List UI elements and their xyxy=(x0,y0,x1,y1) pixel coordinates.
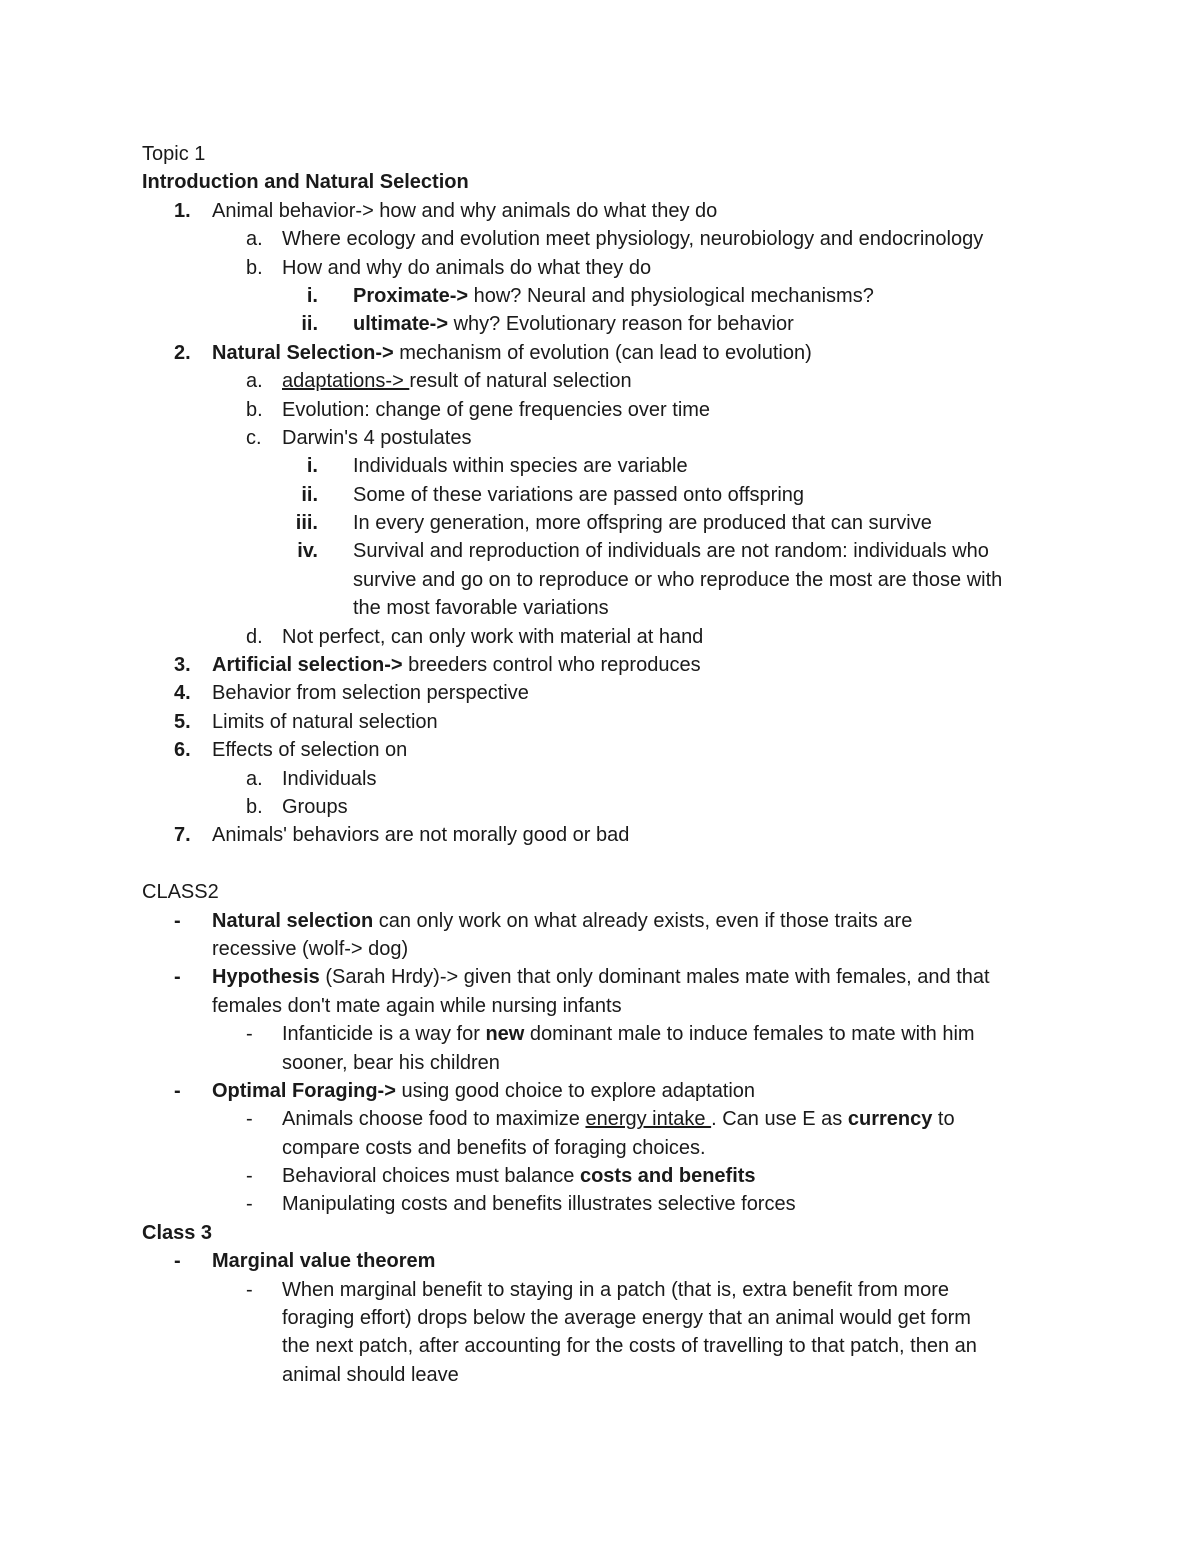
list-item xyxy=(142,679,1102,707)
list-item xyxy=(142,225,1102,253)
list-item xyxy=(142,736,1102,764)
list-letter: d. xyxy=(246,625,263,648)
bullet-item xyxy=(142,1190,1102,1218)
term: Proximate-> xyxy=(353,284,469,307)
list-text: why? Evolutionary reason for behavior xyxy=(448,313,794,336)
list-text: Animals' behaviors are not morally good or bad xyxy=(212,824,630,847)
list-text: Evolution: change of gene frequencies over time xyxy=(282,398,711,421)
list-number: 5. xyxy=(174,710,191,733)
list-item xyxy=(142,367,1102,395)
term: ultimate-> xyxy=(353,313,449,336)
list-text-continued: the most favorable variations xyxy=(353,597,609,620)
list-item xyxy=(142,623,1102,651)
list-letter: a. xyxy=(246,767,263,790)
dash-bullet: - xyxy=(246,1108,253,1131)
list-text-continued: survive and go on to reproduce or who reproduce the most are those with xyxy=(353,568,1003,591)
term: costs and benefits xyxy=(579,1165,756,1188)
list-roman: iv. xyxy=(297,540,318,563)
bullet-item xyxy=(142,1077,1102,1105)
list-text: how? Neural and physiological mechanisms? xyxy=(468,284,874,307)
list-number: 3. xyxy=(174,654,191,677)
blank-line xyxy=(142,850,1102,878)
term: Optimal Foraging-> xyxy=(212,1079,396,1102)
list-text: Some of these variations are passed onto offspring xyxy=(353,483,805,506)
bullet-text: (Sarah Hrdy)-> given that only dominant males mate with females, and that xyxy=(319,966,990,989)
list-number: 7. xyxy=(174,824,191,847)
underlined-term: adaptations-> xyxy=(282,370,410,393)
topic-label: Topic 1 xyxy=(142,143,206,165)
list-number: 6. xyxy=(174,739,191,762)
bullet-text-continued: females don't mate again while nursing infants xyxy=(212,994,622,1017)
bullet-item xyxy=(142,1162,1102,1190)
list-item xyxy=(142,396,1102,424)
term: Hypothesis xyxy=(212,966,320,989)
list-text: Limits of natural selection xyxy=(212,710,438,733)
list-text: Effects of selection on xyxy=(212,739,408,762)
bullet-item xyxy=(142,963,1102,991)
document-page xyxy=(142,140,1102,1389)
bullet-text: When marginal benefit to staying in a patch (that is, extra benefit from more xyxy=(282,1278,949,1301)
bullet-item xyxy=(142,907,1102,935)
list-text: Individuals xyxy=(282,767,377,790)
bullet-item xyxy=(142,1020,1102,1048)
list-letter: b. xyxy=(246,256,263,279)
list-text: Survival and reproduction of individuals are not random: individuals who xyxy=(353,540,989,563)
dash-bullet: - xyxy=(246,1193,253,1216)
list-text: Animal behavior-> how and why animals do what they do xyxy=(212,199,718,222)
list-item xyxy=(142,310,1102,338)
list-item xyxy=(142,481,1102,509)
bullet-item xyxy=(142,1276,1102,1304)
list-item xyxy=(142,282,1102,310)
dash-bullet: - xyxy=(246,1165,253,1188)
list-number: 1. xyxy=(174,199,191,222)
bullet-text-continued: foraging effort) drops below the average energy that an animal would get form xyxy=(282,1307,971,1330)
dash-bullet: - xyxy=(174,1250,181,1273)
list-item xyxy=(142,765,1102,793)
list-text: In every generation, more offspring are produced that can survive xyxy=(353,512,932,535)
list-text: result of natural selection xyxy=(409,370,632,393)
term: new xyxy=(485,1023,525,1046)
list-text: mechanism of evolution (can lead to evolution) xyxy=(393,341,812,364)
list-item xyxy=(142,254,1102,282)
dash-bullet: - xyxy=(174,909,181,932)
bullet-text-continued: compare costs and benefits of foraging choices. xyxy=(282,1136,706,1159)
list-item xyxy=(142,339,1102,367)
list-letter: a. xyxy=(246,370,263,393)
bullet-text: can only work on what already exists, even if those traits are xyxy=(373,909,913,932)
term: Artificial selection-> xyxy=(212,654,403,677)
list-item xyxy=(142,821,1102,849)
list-text: Where ecology and evolution meet physiology, neurobiology and endocrinology xyxy=(282,228,984,251)
bullet-text: Behavioral choices must balance xyxy=(282,1165,580,1188)
section-heading: Introduction and Natural Selection xyxy=(142,171,469,194)
term: currency xyxy=(847,1108,933,1131)
bullet-text: Manipulating costs and benefits illustrates selective forces xyxy=(282,1193,796,1216)
class3-title: Class 3 xyxy=(142,1221,213,1244)
list-letter: b. xyxy=(246,795,263,818)
term: Natural Selection-> xyxy=(212,341,394,364)
list-text: How and why do animals do what they do xyxy=(282,256,652,279)
list-roman: i. xyxy=(306,455,318,478)
underlined-term: energy intake xyxy=(585,1108,712,1131)
bullet-text-continued: recessive (wolf-> dog) xyxy=(212,937,409,960)
term: Natural selection xyxy=(212,909,374,932)
list-roman: ii. xyxy=(301,313,318,336)
list-item xyxy=(142,452,1102,480)
bullet-text: . Can use E as xyxy=(711,1108,848,1131)
list-text: Behavior from selection perspective xyxy=(212,682,529,705)
list-text: Darwin's 4 postulates xyxy=(282,426,472,449)
list-text: breeders control who reproduces xyxy=(402,654,701,677)
list-item xyxy=(142,424,1102,452)
bullet-text-continued: animal should leave xyxy=(282,1363,459,1386)
bullet-text: dominant male to induce females to mate with him xyxy=(524,1023,975,1046)
list-letter: c. xyxy=(246,426,262,449)
list-number: 2. xyxy=(174,341,191,364)
list-roman: i. xyxy=(306,284,318,307)
list-text: Individuals within species are variable xyxy=(353,455,688,478)
list-item xyxy=(142,509,1102,537)
bullet-text: Infanticide is a way for xyxy=(282,1023,486,1046)
term: Marginal value theorem xyxy=(212,1250,436,1273)
list-item xyxy=(142,793,1102,821)
class2-title: CLASS2 xyxy=(142,881,219,904)
dash-bullet: - xyxy=(246,1023,253,1046)
list-roman: iii. xyxy=(295,512,318,535)
dash-bullet: - xyxy=(174,966,181,989)
list-text: Not perfect, can only work with material at hand xyxy=(282,625,704,648)
list-letter: b. xyxy=(246,398,263,421)
bullet-text: to xyxy=(932,1108,955,1131)
list-item xyxy=(142,197,1102,225)
list-item xyxy=(142,708,1102,736)
list-item xyxy=(142,651,1102,679)
list-text: Groups xyxy=(282,795,348,818)
bullet-text: using good choice to explore adaptation xyxy=(395,1079,756,1102)
list-item xyxy=(142,537,1102,565)
bullet-item xyxy=(142,1247,1102,1275)
bullet-item xyxy=(142,1105,1102,1133)
dash-bullet: - xyxy=(246,1278,253,1301)
bullet-text-continued: the next patch, after accounting for the costs of travelling to that patch, then an xyxy=(282,1335,977,1358)
dash-bullet: - xyxy=(174,1079,181,1102)
bullet-text: Animals choose food to maximize xyxy=(282,1108,586,1131)
list-number: 4. xyxy=(174,682,191,705)
list-roman: ii. xyxy=(301,483,318,506)
list-letter: a. xyxy=(246,228,263,251)
bullet-text-continued: sooner, bear his children xyxy=(282,1051,500,1074)
